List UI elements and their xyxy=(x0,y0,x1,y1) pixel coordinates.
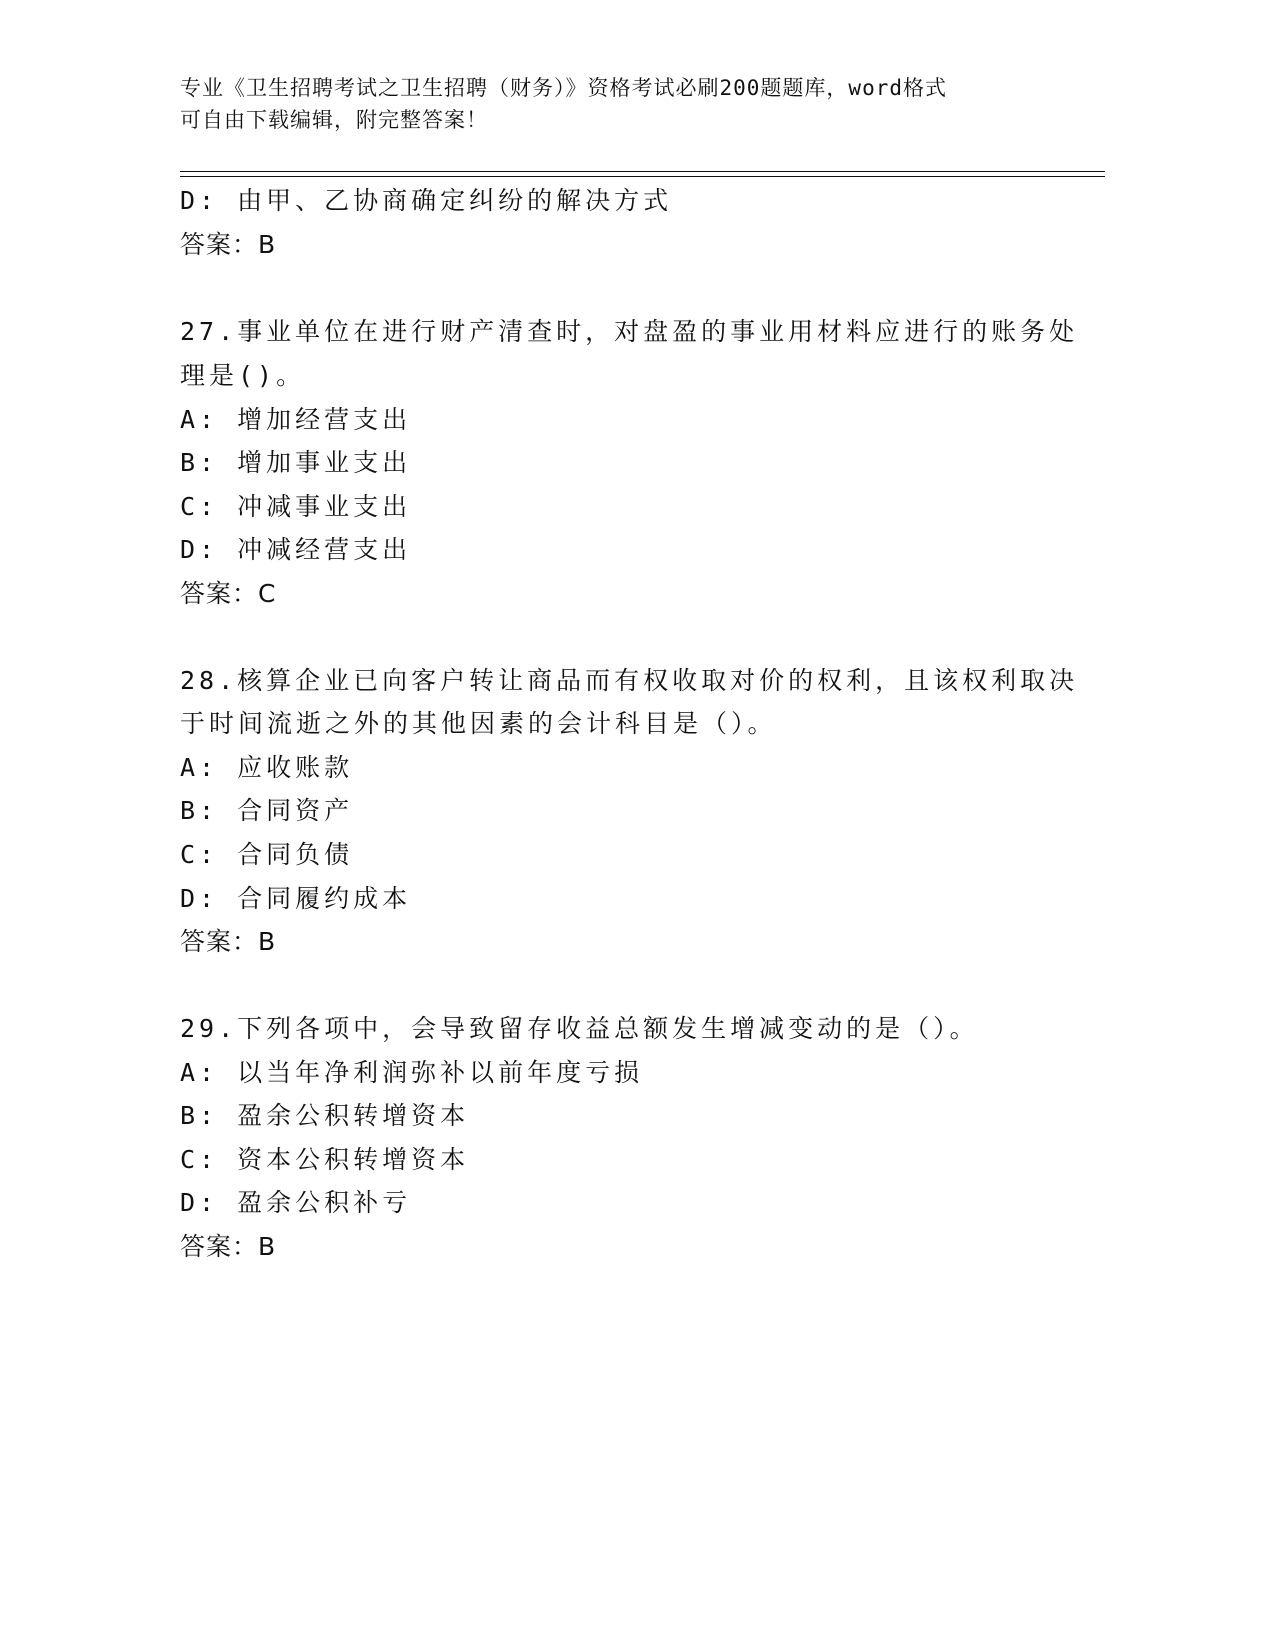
header-divider-bottom xyxy=(180,176,1105,177)
q27-option-d: D: 冲减经营支出 xyxy=(180,535,412,564)
prev-option-d: D: 由甲、乙协商确定纠纷的解决方式 xyxy=(180,186,673,215)
q28-option-a: A: 应收账款 xyxy=(180,753,354,782)
header-title-line-1: 专业《卫生招聘考试之卫生招聘（财务）》资格考试必刷200题题库，word格式 xyxy=(180,76,947,100)
q28-option-c: C: 合同负债 xyxy=(180,840,354,869)
q29-answer: 答案：B xyxy=(180,1232,277,1261)
q28-option-b: B: 合同资产 xyxy=(180,796,354,825)
q27-answer: 答案：C xyxy=(180,579,277,608)
header-title-line-2: 可自由下载编辑，附完整答案！ xyxy=(180,108,488,132)
q27-option-c: C: 冲减事业支出 xyxy=(180,492,412,521)
q27-stem-line-2: 理是()。 xyxy=(180,361,306,390)
header-divider-top xyxy=(180,171,1105,172)
q28-stem-line-1: 28.核算企业已向客户转让商品而有权收取对价的权利，且该权利取决 xyxy=(180,666,1079,695)
q27-stem-line-1: 27.事业单位在进行财产清查时，对盘盈的事业用材料应进行的账务处 xyxy=(180,317,1079,346)
q27-option-a: A: 增加经营支出 xyxy=(180,405,412,434)
q29-option-c: C: 资本公积转增资本 xyxy=(180,1145,470,1174)
q29-option-a: A: 以当年净利润弥补以前年度亏损 xyxy=(180,1058,644,1087)
q29-option-b: B: 盈余公积转增资本 xyxy=(180,1101,470,1130)
q28-stem-line-2: 于时间流逝之外的其他因素的会计科目是（）。 xyxy=(180,709,777,738)
prev-answer: 答案：B xyxy=(180,230,277,259)
q29-option-d: D: 盈余公积补亏 xyxy=(180,1188,412,1217)
q28-answer: 答案：B xyxy=(180,927,277,956)
q27-option-b: B: 增加事业支出 xyxy=(180,448,412,477)
document-header xyxy=(180,72,1060,136)
q29-stem-line-1: 29.下列各项中，会导致留存收益总额发生增减变动的是（）。 xyxy=(180,1014,979,1043)
q28-option-d: D: 合同履约成本 xyxy=(180,884,412,913)
